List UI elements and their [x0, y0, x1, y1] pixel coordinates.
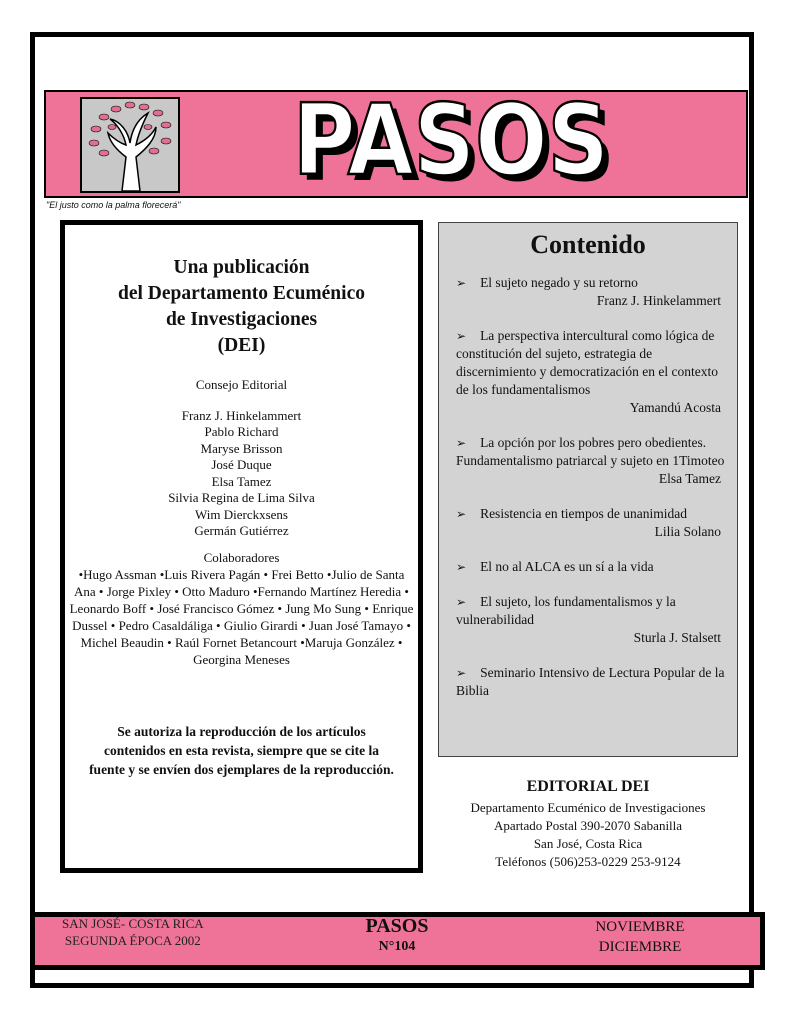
editorial-name: EDITORIAL DEI [526, 778, 650, 795]
publication-box [60, 220, 423, 873]
contents-box [438, 222, 738, 757]
svg-text:PASOS: PASOS [293, 96, 609, 192]
item-author: Sturla J. Stalsett [633, 630, 721, 645]
editorial-line: Teléfonos (506)253-0229 253-9124 [495, 854, 681, 869]
tagline: "El justo como la palma florecerá" [46, 200, 181, 210]
publication-title: Una publicación del Departamento Ecuménico de Investigaciones (DEI) [118, 257, 365, 356]
editorial-line: San José, Costa Rica [533, 836, 643, 851]
council-member: Germán Gutiérrez [194, 523, 289, 538]
collaborators-list: •Hugo Assman •Luis Rivera Pagán • Frei Betto •Julio de Santa Ana • Jorge Pixley • Otto Maduro •Fernando Martínez Heredia • Leonardo Boff • José Francisco Gómez • Jung Mo Sung • Enrique Dussel • Pedro Casaldáliga • Giulio Girardi • Juan José Tamayo • Michel Beaudin • Raúl Fornet Betancourt •Maruja González • Georgina Meneses [69, 567, 414, 667]
item-title: Seminario Intensivo de Lectura Popular de la Biblia [456, 665, 725, 698]
item-title: El sujeto, los fundamentalismos y la vulnerabilidad [456, 594, 676, 627]
contents-item [456, 434, 725, 488]
editorial-info [438, 776, 738, 871]
contents-item [456, 664, 725, 700]
arrow-bullet-icon: ➢ [456, 276, 467, 290]
contents-item [456, 505, 725, 541]
item-author: Yamandú Acosta [629, 400, 721, 415]
item-author: Lilia Solano [654, 524, 721, 539]
contents-title: Contenido [530, 230, 646, 259]
item-title: La opción por los pobres pero obedientes. Fundamentalismo patriarcal y sujeto en 1Timoteo [456, 435, 725, 468]
arrow-bullet-icon: ➢ [456, 666, 467, 680]
item-title: El sujeto negado y su retorno [480, 275, 638, 290]
council-list [65, 408, 418, 540]
item-author: Franz J. Hinkelammert [596, 293, 721, 308]
footer-location: SAN JOSÉ- COSTA RICA SEGUNDA ÉPOCA 2002 [62, 916, 204, 948]
contents-item [456, 593, 725, 647]
tree-icon [82, 99, 178, 191]
council-member: Silvia Regina de Lima Silva [168, 490, 315, 505]
council-label: Consejo Editorial [195, 377, 288, 392]
editorial-line: Departamento Ecuménico de Investigaciones [470, 800, 706, 815]
masthead-title [290, 96, 620, 192]
logo [80, 97, 180, 193]
footer-title: PASOS [365, 915, 429, 937]
issue-number: N°104 [378, 939, 416, 954]
arrow-bullet-icon: ➢ [456, 329, 467, 343]
contents-item [456, 558, 725, 576]
arrow-bullet-icon: ➢ [456, 436, 467, 450]
arrow-bullet-icon: ➢ [456, 595, 467, 609]
collaborators-label: Colaboradores [203, 549, 280, 565]
council-member: José Duque [211, 457, 272, 472]
item-title: El no al ALCA es un sí a la vida [480, 559, 654, 574]
contents-item [456, 274, 725, 310]
item-title: La perspectiva intercultural como lógica de constitución del sujeto, estrategia de discernimiento y democratización en el contexto de los fundamentalismos [456, 328, 719, 397]
contents-item [456, 327, 725, 417]
editorial-line: Apartado Postal 390-2070 Sabanilla [493, 818, 683, 833]
rights-notice: Se autoriza la reproducción de los artículos contenidos en esta revista, siempre que se cite la fuente y se envíen dos ejemplares de la reproducción. [89, 724, 394, 777]
arrow-bullet-icon: ➢ [456, 560, 467, 574]
council-member: Wim Dierckxsens [195, 506, 288, 522]
footer-issue [352, 914, 442, 956]
footer-date: NOVIEMBRE DICIEMBRE [595, 919, 685, 955]
item-title: Resistencia en tiempos de unanimidad [480, 506, 688, 521]
council-member: Franz J. Hinkelammert [181, 407, 302, 423]
arrow-bullet-icon: ➢ [456, 507, 467, 521]
council-member: Maryse Brisson [200, 440, 283, 456]
council-member: Pablo Richard [204, 424, 279, 439]
item-author: Elsa Tamez [658, 471, 721, 486]
council-member: Elsa Tamez [211, 473, 272, 489]
svg-text:PASOS: PASOS [299, 96, 615, 192]
